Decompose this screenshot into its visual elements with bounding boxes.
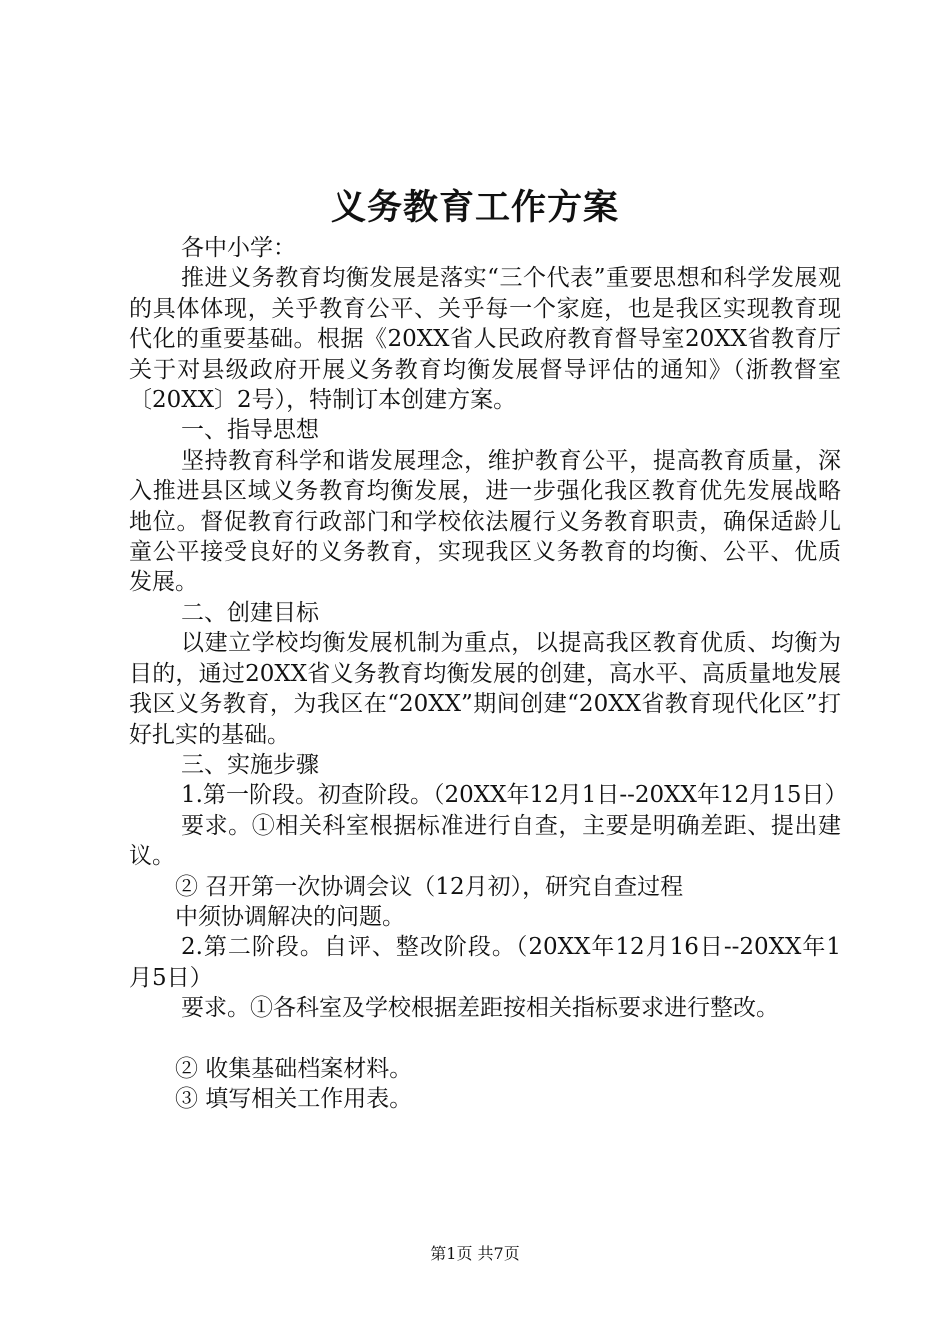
stage-one-requirement: 要求。①相关科室根据标准进行自查，主要是明确差距、提出建议。 [129, 812, 841, 870]
stage-two-item-2: ② 收集基础档案材料。 [175, 1055, 413, 1082]
stage-two-requirement: 要求。①各科室及学校根据差距按相关指标要求进行整改。 [181, 995, 779, 1022]
salutation: 各中小学： [181, 235, 296, 261]
section-heading-steps: 三、实施步骤 [181, 751, 319, 778]
blank-line [129, 1024, 841, 1054]
section-heading-goals: 二、创建目标 [181, 599, 319, 626]
document-body [129, 233, 848, 1114]
stage-one-item-2: ② 召开第一次协调会议（12月初），研究自查过程 [175, 873, 684, 900]
guiding-thought-paragraph: 坚持教育科学和谐发展理念，维护教育公平，提高教育质量，深入推进县区域义务教育均衡发展，进一步强化我区教育优先发展战略地位。督促教育行政部门和学校依法履行义务教育职责，确保适龄儿童公平接受良好的义务教育，实现我区义务教育的均衡、公平、优质发展。 [129, 447, 841, 596]
document-title: 义务教育工作方案 [330, 187, 619, 228]
section-heading-guiding-thought: 一、指导思想 [181, 417, 319, 444]
stage-two-item-3: ③ 填写相关工作用表。 [175, 1085, 413, 1112]
stage-two-paragraph: 2.第二阶段。自评、整改阶段。（20XX年12月16日--20XX年1月5日） [129, 934, 841, 991]
stage-one-item-2-cont: 中须协调解决的问题。 [175, 903, 405, 930]
intro-paragraph: 推进义务教育均衡发展是落实“三个代表”重要思想和科学发展观的具体体现，关乎教育公平、关乎每一个家庭，也是我区实现教育现代化的重要基础。根据《20XX省人民政府教育督导室20XX省教育厅关于对县级政府开展义务教育均衡发展督导评估的通知》（浙教督室〔20XX〕2号），特制订本创建方案。 [129, 265, 841, 414]
goals-paragraph: 以建立学校均衡发展机制为重点，以提高我区教育优质、均衡为目的，通过20XX省义务教育均衡发展的创建，高水平、高质量地发展我区义务教育，为我区在“20XX”期间创建“20XX省教育现代化区”打好扎实的基础。 [129, 630, 841, 748]
stage-one-paragraph: 1.第一阶段。初查阶段。（20XX年12月1日--20XX年12月15日） [181, 782, 848, 809]
page-indicator: 第1页 共7页 [430, 1244, 520, 1263]
